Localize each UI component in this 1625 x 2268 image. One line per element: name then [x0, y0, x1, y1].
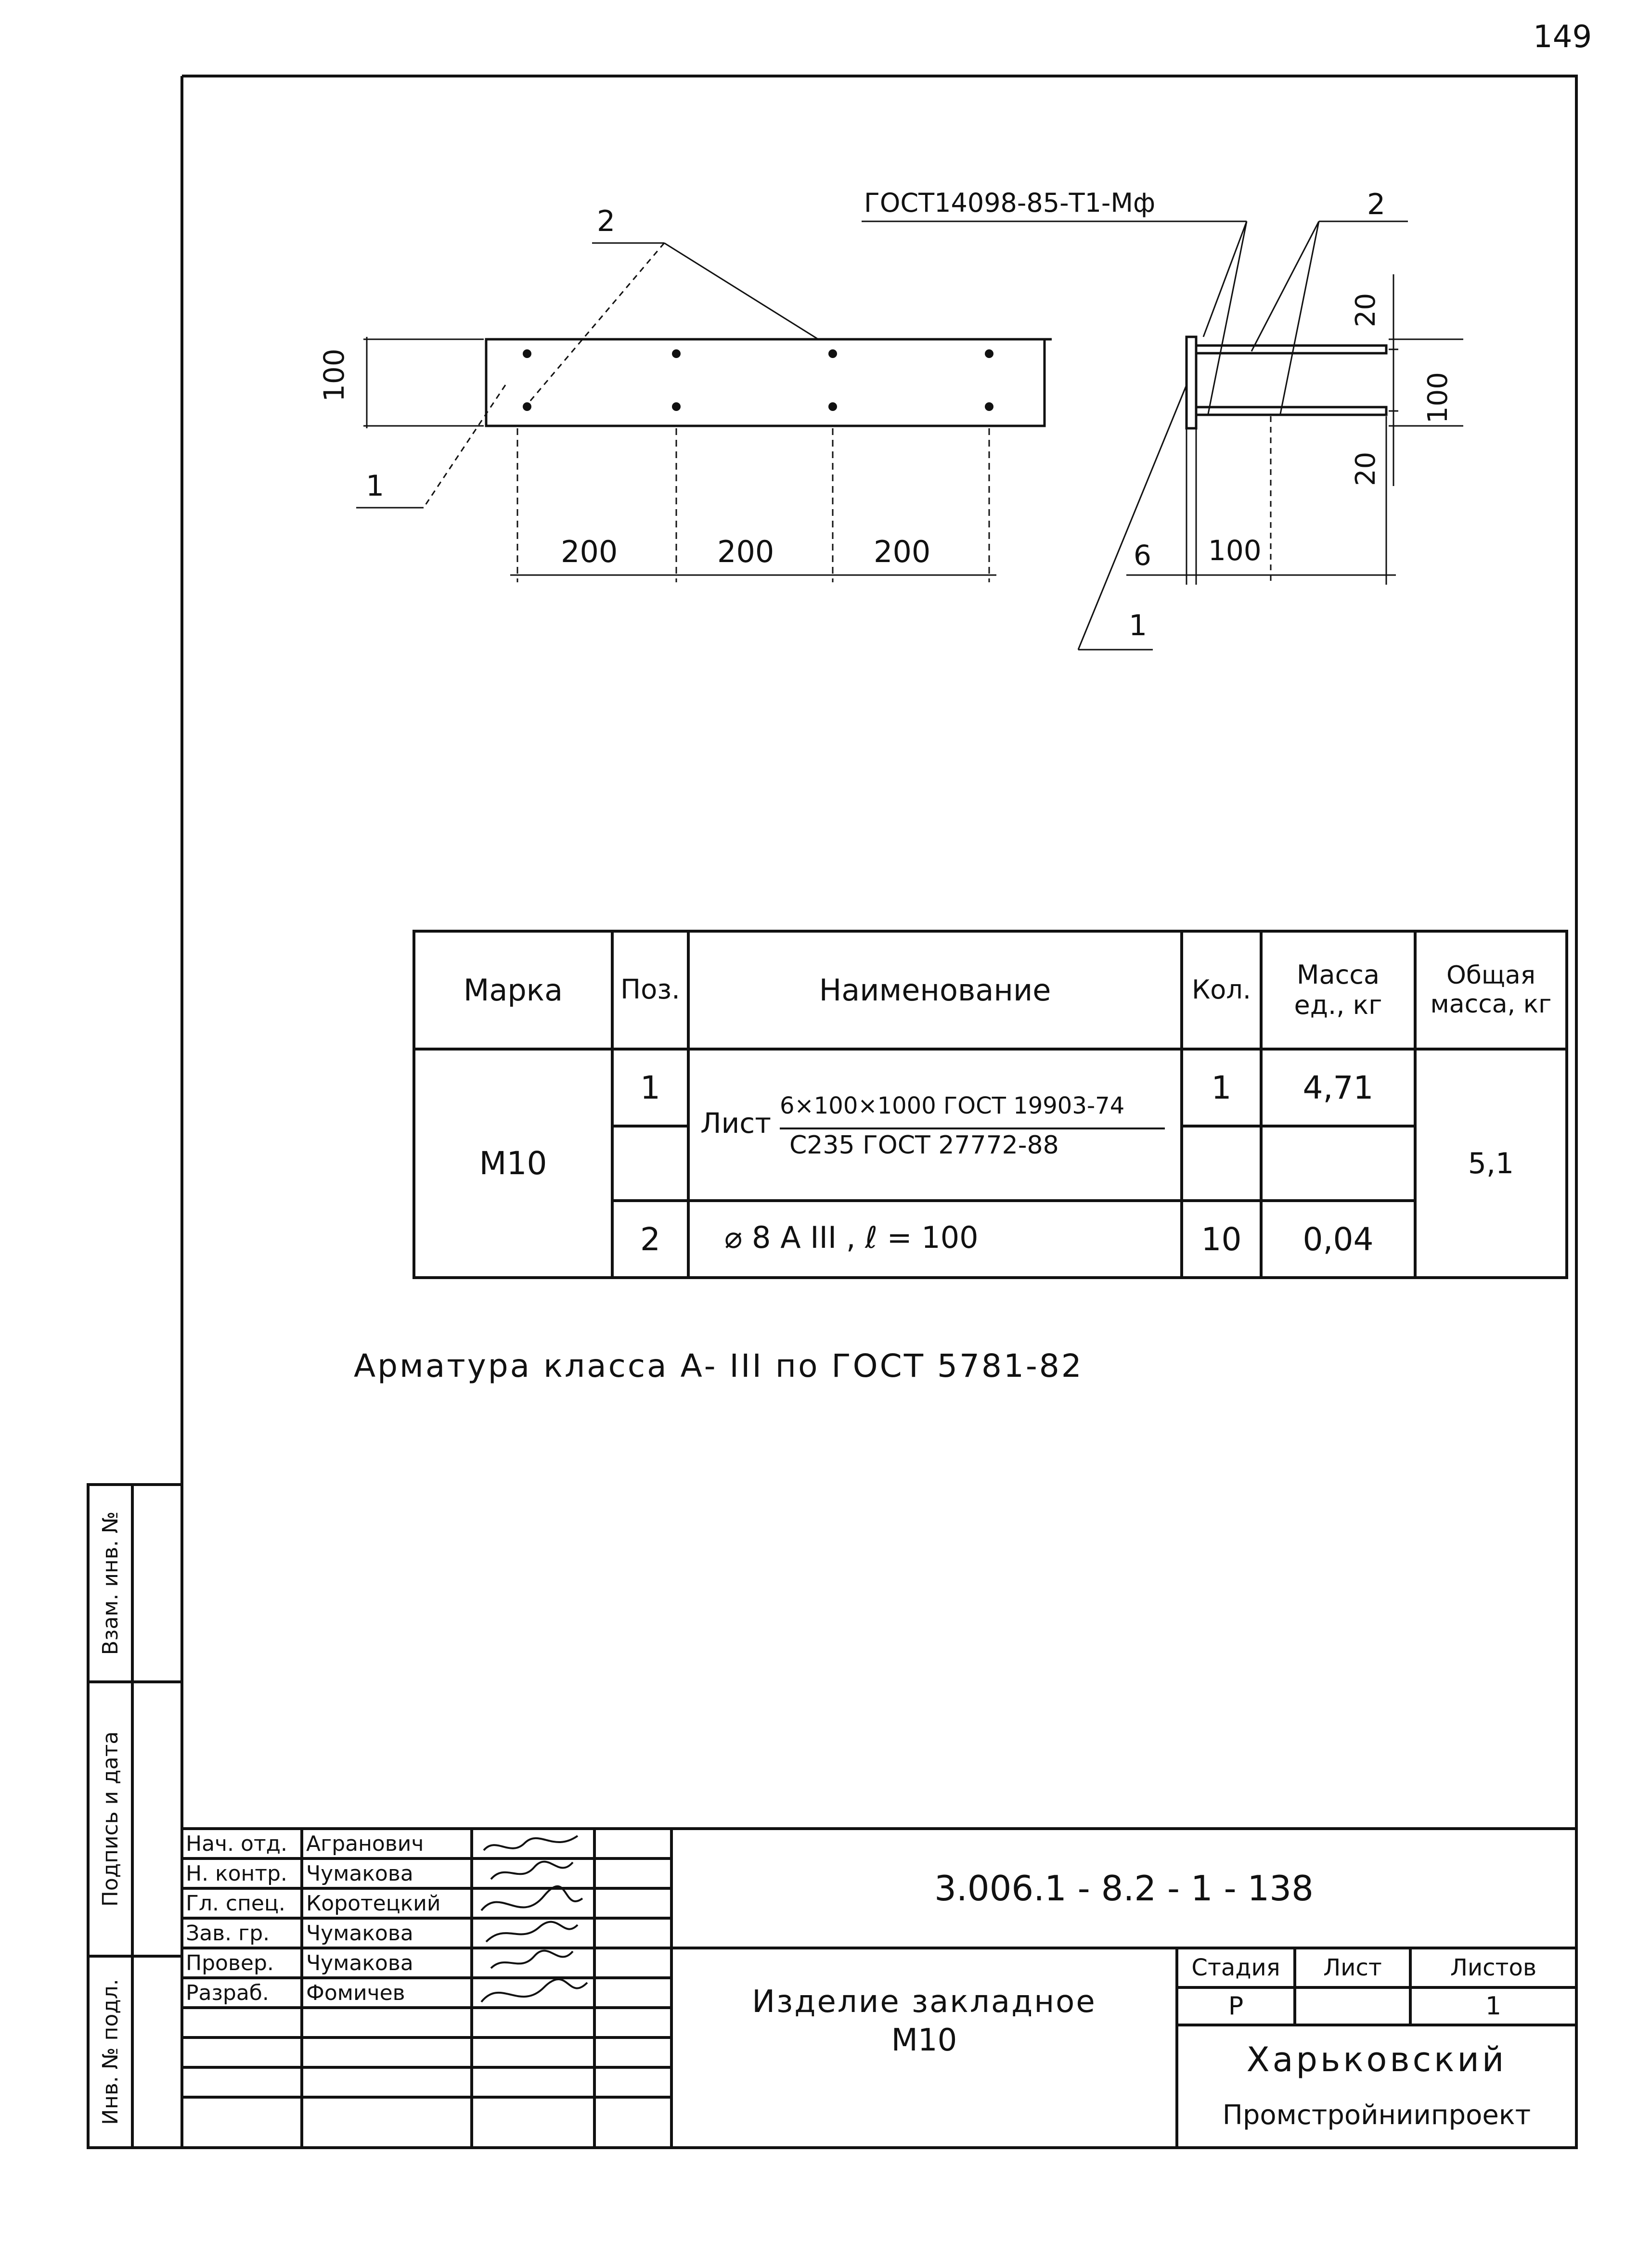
reinforcement-note: Арматура класса А- III по ГОСТ 5781-82 — [354, 1347, 1083, 1384]
spec-row2-name: ⌀ 8 А III , ℓ = 100 — [724, 1220, 979, 1255]
tb-doc-code: 3.006.1 - 8.2 - 1 - 138 — [934, 1868, 1314, 1909]
anchor-marks — [523, 349, 993, 411]
spec-row1-pos: 1 — [640, 1069, 660, 1106]
bar-bottom — [1196, 407, 1386, 415]
tb-name-5: Чумакова — [306, 1950, 413, 1975]
section-dim-mid: 100 — [1422, 372, 1454, 423]
tb-role-4: Зав. гр. — [186, 1921, 270, 1946]
side-stamp-sign-date: Подпись и дата — [98, 1731, 123, 1907]
spec-header-qty: Кол. — [1191, 974, 1251, 1005]
tb-sheets-value: 1 — [1485, 1992, 1502, 2021]
tb-sheets-label: Листов — [1450, 1954, 1537, 1981]
section-label-pos1: 1 — [1129, 609, 1148, 642]
gost-note: ГОСТ14098-85-Т1-Мф — [864, 188, 1156, 218]
tb-name-3: Коротецкий — [306, 1891, 441, 1916]
section-dim-thickness: 6 — [1134, 539, 1151, 572]
tb-title-line1: Изделие закладное — [752, 1984, 1096, 2020]
spec-row1-qty: 1 — [1211, 1069, 1232, 1106]
section-label-pos2: 2 — [1367, 188, 1386, 221]
section-view — [862, 221, 1463, 650]
plan-dim-height: 100 — [318, 348, 350, 402]
spec-row1-name-bottom: С235 ГОСТ 27772-88 — [789, 1131, 1059, 1160]
side-stamp-inv-no: Инв. № подл. — [98, 1979, 123, 2125]
tb-name-4: Чумакова — [306, 1921, 413, 1946]
signature-3 — [481, 1886, 582, 1910]
spec-row2-unit-mass: 0,04 — [1303, 1220, 1374, 1258]
plan-label-pos1: 1 — [366, 469, 385, 503]
section-dim-top: 20 — [1350, 293, 1381, 327]
section-dim-length: 100 — [1208, 534, 1262, 567]
plan-view — [356, 243, 1052, 582]
spec-header-total-mass: Общая масса, кг — [1430, 961, 1552, 1019]
tb-role-2: Н. контр. — [186, 1861, 287, 1886]
plan-dim-spacing-1: 200 — [561, 534, 618, 569]
spec-row1-name-top: 6×100×1000 ГОСТ 19903-74 — [780, 1092, 1125, 1119]
signature-4 — [486, 1922, 578, 1942]
tb-role-6: Разраб. — [186, 1980, 269, 2005]
tb-role-3: Гл. спец. — [186, 1891, 285, 1916]
spec-header-unit-mass: Масса ед., кг — [1294, 960, 1382, 1020]
signature-6 — [481, 1979, 587, 2002]
side-stamp-vzam-inv: Взам. инв. № — [98, 1511, 123, 1655]
section-dim-bottom: 20 — [1350, 451, 1381, 486]
tb-role-1: Нач. отд. — [186, 1831, 287, 1856]
spec-header-mark: Марка — [463, 972, 563, 1008]
tb-stage-value: Р — [1228, 1992, 1244, 2021]
signature-1 — [484, 1836, 578, 1850]
tb-org-line1: Харьковский — [1246, 2040, 1507, 2079]
page-number: 149 — [1533, 19, 1592, 55]
plate-plan — [486, 339, 1045, 426]
plan-label-pos2: 2 — [597, 205, 616, 238]
signature-2 — [491, 1862, 573, 1879]
signature-5 — [491, 1951, 573, 1968]
tb-sheet-value — [1295, 1987, 1410, 2025]
tb-org-line2: Промстройниипроект — [1222, 2099, 1531, 2131]
tb-title-line2: М10 — [891, 2023, 957, 2058]
spec-total-mass-value: 5,1 — [1468, 1146, 1514, 1180]
tb-sheet-label: Лист — [1323, 1954, 1382, 1981]
plan-dim-spacing-2: 200 — [717, 534, 774, 569]
spec-header-name: Наименование — [819, 972, 1051, 1008]
spec-row1-unit-mass: 4,71 — [1303, 1069, 1374, 1106]
tb-stage-label: Стадия — [1191, 1954, 1280, 1981]
tb-role-5: Провер. — [186, 1950, 274, 1975]
spec-mark-value: М10 — [479, 1145, 547, 1182]
spec-header-pos: Поз. — [620, 974, 680, 1006]
spec-row2-pos: 2 — [640, 1220, 660, 1258]
tb-name-2: Чумакова — [306, 1861, 413, 1886]
bar-top — [1196, 346, 1386, 353]
plan-dim-spacing-3: 200 — [874, 534, 931, 569]
tb-name-6: Фомичев — [306, 1980, 405, 2005]
plate-section — [1187, 337, 1196, 428]
tb-name-1: Агранович — [306, 1831, 424, 1856]
spec-row2-qty: 10 — [1201, 1220, 1242, 1258]
spec-row1-name-prefix: Лист — [700, 1107, 771, 1140]
